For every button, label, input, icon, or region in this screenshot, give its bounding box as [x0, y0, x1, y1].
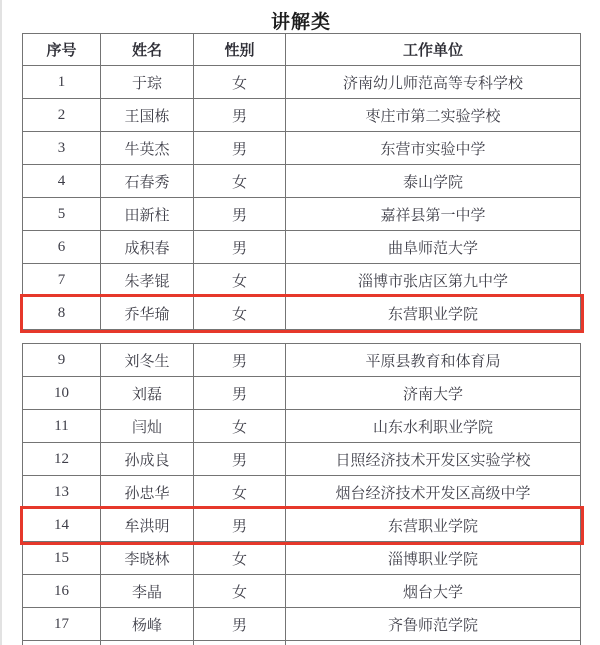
cell-name: 石春秀: [101, 165, 194, 198]
table-row: [23, 198, 581, 231]
table-row: [23, 476, 581, 509]
cell-no: 4: [23, 165, 101, 198]
table-row: [23, 377, 581, 410]
cell-gender: 女: [194, 165, 286, 198]
cell-unit: 东营职业学院: [286, 297, 581, 330]
table-row: [23, 66, 581, 99]
cell-unit: 曲阜师范大学: [286, 231, 581, 264]
cell-no: 16: [23, 575, 101, 608]
table-row: [23, 575, 581, 608]
cell-gender: 男: [194, 509, 286, 542]
cell-name: 刘磊: [101, 377, 194, 410]
cell-name: 田新柱: [101, 198, 194, 231]
cell-empty: [286, 641, 581, 645]
column-header-gender: 性别: [194, 34, 286, 66]
cell-gender: 男: [194, 99, 286, 132]
cell-no: 17: [23, 608, 101, 641]
cell-gender: 男: [194, 443, 286, 476]
table-row: [23, 542, 581, 575]
table-row: [23, 165, 581, 198]
cell-gender: 女: [194, 575, 286, 608]
cell-no: 14: [23, 509, 101, 542]
cell-unit: 济南幼儿师范高等专科学校: [286, 66, 581, 99]
table-row-partial: [23, 641, 581, 645]
cell-name: 李晶: [101, 575, 194, 608]
cell-name: 孙成良: [101, 443, 194, 476]
cell-no: 5: [23, 198, 101, 231]
screenshot-left-edge: [0, 0, 2, 645]
cell-unit: 烟台大学: [286, 575, 581, 608]
cell-unit: 东营职业学院: [286, 509, 581, 542]
cell-name: 乔华瑜: [101, 297, 194, 330]
roster-table-lower: [22, 343, 581, 645]
cell-empty: [194, 641, 286, 645]
table-row: [23, 132, 581, 165]
cell-name: 刘冬生: [101, 344, 194, 377]
cell-unit: 日照经济技术开发区实验学校: [286, 443, 581, 476]
column-header-no: 序号: [23, 34, 101, 66]
cell-no: 2: [23, 99, 101, 132]
cell-name: 杨峰: [101, 608, 194, 641]
table-row-highlighted: [23, 509, 581, 542]
cell-gender: 女: [194, 476, 286, 509]
cell-no: 13: [23, 476, 101, 509]
cell-no: 9: [23, 344, 101, 377]
cell-no: 6: [23, 231, 101, 264]
cell-empty: [23, 641, 101, 645]
cell-unit: 烟台经济技术开发区高级中学: [286, 476, 581, 509]
cell-name: 成积春: [101, 231, 194, 264]
cell-gender: 男: [194, 132, 286, 165]
cell-no: 1: [23, 66, 101, 99]
cell-no: 10: [23, 377, 101, 410]
cell-unit: 泰山学院: [286, 165, 581, 198]
page-title: 讲解类: [270, 12, 331, 33]
cell-name: 王国栋: [101, 99, 194, 132]
cell-gender: 男: [194, 231, 286, 264]
table-row: [23, 99, 581, 132]
cell-gender: 女: [194, 410, 286, 443]
table-row-highlighted: [23, 297, 581, 330]
cell-name: 牛英杰: [101, 132, 194, 165]
cell-gender: 男: [194, 198, 286, 231]
table-row: [23, 443, 581, 476]
cell-no: 15: [23, 542, 101, 575]
cell-unit: 淄博职业学院: [286, 542, 581, 575]
cell-unit: 平原县教育和体育局: [286, 344, 581, 377]
cell-name: 李晓林: [101, 542, 194, 575]
cell-gender: 男: [194, 344, 286, 377]
cell-empty: [101, 641, 194, 645]
cell-name: 朱孝锟: [101, 264, 194, 297]
header-row: [23, 34, 581, 66]
cell-no: 12: [23, 443, 101, 476]
cell-unit: 山东水利职业学院: [286, 410, 581, 443]
cell-unit: 淄博市张店区第九中学: [286, 264, 581, 297]
table-row: [23, 264, 581, 297]
table-row: [23, 608, 581, 641]
cell-gender: 女: [194, 264, 286, 297]
cell-gender: 女: [194, 542, 286, 575]
cell-name: 孙忠华: [101, 476, 194, 509]
cell-unit: 东营市实验中学: [286, 132, 581, 165]
cell-no: 3: [23, 132, 101, 165]
cell-no: 8: [23, 297, 101, 330]
table-row: [23, 344, 581, 377]
cell-gender: 男: [194, 377, 286, 410]
cell-unit: 嘉祥县第一中学: [286, 198, 581, 231]
cell-name: 于琮: [101, 66, 194, 99]
cell-name: 闫灿: [101, 410, 194, 443]
cell-gender: 男: [194, 608, 286, 641]
cell-unit: 齐鲁师范学院: [286, 608, 581, 641]
table-row: [23, 410, 581, 443]
cell-no: 11: [23, 410, 101, 443]
roster-table-upper: [22, 33, 581, 330]
cell-unit: 济南大学: [286, 377, 581, 410]
cell-name: 牟洪明: [101, 509, 194, 542]
cell-unit: 枣庄市第二实验学校: [286, 99, 581, 132]
column-header-name: 姓名: [101, 34, 194, 66]
table-row: [23, 231, 581, 264]
column-header-unit: 工作单位: [286, 34, 581, 66]
cell-no: 7: [23, 264, 101, 297]
cell-gender: 女: [194, 297, 286, 330]
cell-gender: 女: [194, 66, 286, 99]
